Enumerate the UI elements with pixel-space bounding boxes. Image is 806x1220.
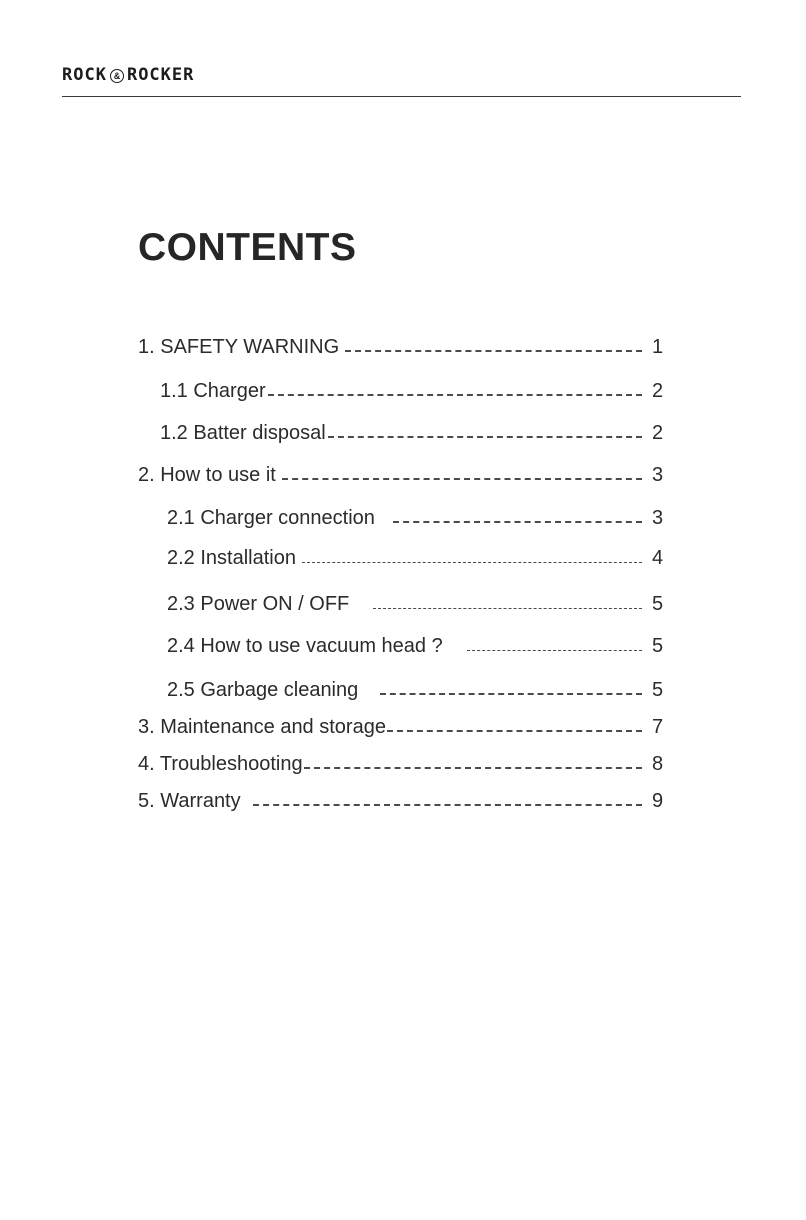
toc-entry-label: 2.5 Garbage cleaning <box>167 679 359 701</box>
toc-entry-page: 5 <box>652 635 664 657</box>
toc-leader <box>380 693 642 695</box>
toc-entry-label: 1.2 Batter disposal <box>160 422 326 444</box>
toc-entry-charger-connection[interactable] <box>167 504 664 530</box>
toc-entry-label: 2.1 Charger connection <box>167 507 375 529</box>
toc-entry-page: 5 <box>652 679 664 701</box>
toc-leader <box>268 394 642 396</box>
toc-leader <box>328 436 642 438</box>
toc-entry-label: 2.4 How to use vacuum head ? <box>167 635 443 657</box>
toc-leader <box>393 521 642 523</box>
toc-entry-installation[interactable] <box>167 544 664 570</box>
toc-leader <box>253 804 642 806</box>
toc-entry-label: 1.1 Charger <box>160 380 266 402</box>
toc-entry-label: 2.3 Power ON / OFF <box>167 593 350 615</box>
brand-logo-amp: & <box>110 69 124 83</box>
page-header <box>62 60 741 97</box>
toc-entry-charger[interactable] <box>160 377 664 403</box>
toc-entry-label: 3. Maintenance and storage <box>138 716 386 738</box>
toc-entry-vacuum-head[interactable] <box>167 632 664 658</box>
toc-entry-page: 2 <box>652 380 664 402</box>
toc-leader <box>304 767 642 769</box>
toc-leader <box>467 650 642 651</box>
toc-entry-label: 2.2 Installation <box>167 547 296 569</box>
toc-entry-page: 8 <box>652 753 664 775</box>
toc-entry-warranty[interactable] <box>138 787 664 813</box>
toc-entry-page: 4 <box>652 547 664 569</box>
toc-entry-safety-warning[interactable] <box>138 333 664 359</box>
page-title: CONTENTS <box>138 226 357 269</box>
toc-entry-label: 1. SAFETY WARNING <box>138 336 340 358</box>
toc-entry-page: 2 <box>652 422 664 444</box>
brand-logo <box>62 65 194 85</box>
toc-entry-garbage-cleaning[interactable] <box>167 676 664 702</box>
toc-entry-label: 2. How to use it <box>138 464 276 486</box>
toc-entry-maintenance[interactable] <box>138 713 664 739</box>
toc-entry-batter-disposal[interactable] <box>160 419 664 445</box>
toc-leader <box>387 730 642 732</box>
brand-logo-left: ROCK <box>62 65 107 85</box>
toc-entry-label: 5. Warranty <box>138 790 241 812</box>
toc-entry-label: 4. Troubleshooting <box>138 753 303 775</box>
toc-leader <box>282 478 642 480</box>
toc-entry-page: 1 <box>652 336 664 358</box>
brand-logo-right: ROCKER <box>126 65 195 85</box>
toc-entry-page: 3 <box>652 507 664 529</box>
toc-entry-power-on-off[interactable] <box>167 590 664 616</box>
toc-entry-page: 9 <box>652 790 664 812</box>
toc-leader <box>302 562 642 563</box>
toc-leader <box>345 350 642 352</box>
toc-entry-troubleshooting[interactable] <box>138 750 664 776</box>
toc-entry-page: 7 <box>652 716 664 738</box>
toc-entry-page: 3 <box>652 464 664 486</box>
toc-entry-page: 5 <box>652 593 664 615</box>
toc-leader <box>373 608 642 609</box>
toc-entry-how-to-use[interactable] <box>138 461 664 487</box>
